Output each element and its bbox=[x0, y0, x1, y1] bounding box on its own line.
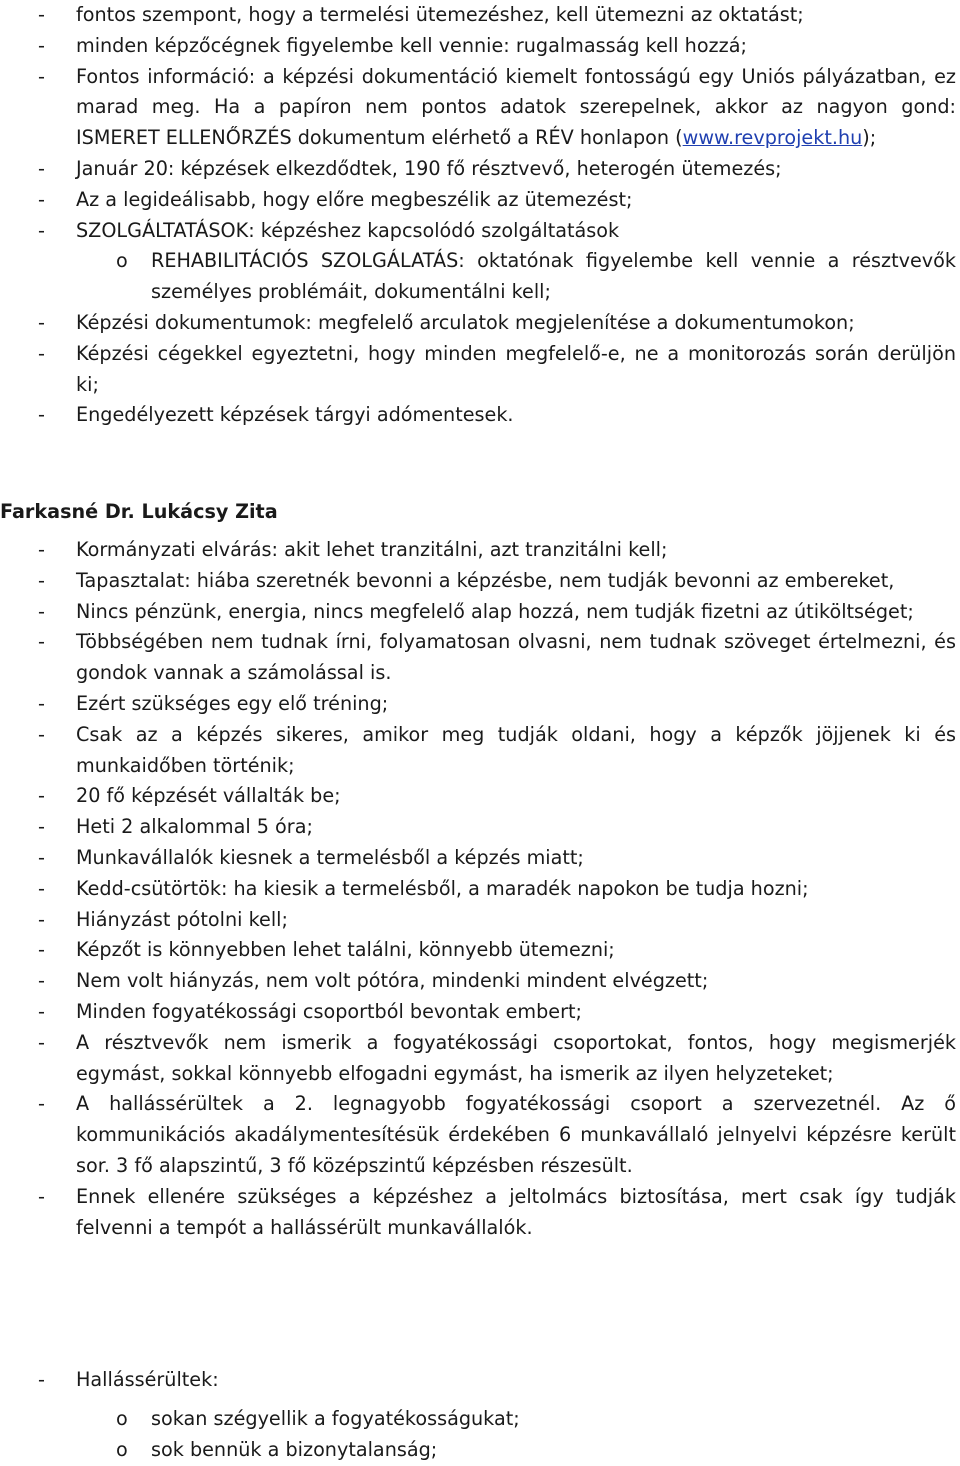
sub-list-item-text: sok bennük a bizonytalanság; bbox=[151, 1437, 438, 1461]
list-item bbox=[0, 62, 960, 154]
list-item bbox=[0, 535, 960, 566]
circle-bullet: o bbox=[116, 1437, 128, 1461]
list-item bbox=[0, 781, 960, 812]
dash-bullet: - bbox=[38, 3, 45, 26]
list-item bbox=[0, 1182, 960, 1244]
dash-bullet: - bbox=[38, 403, 45, 427]
list-item-text: Képzési dokumentumok: megfelelő arculatok megjelenítése a dokumentumokon; bbox=[76, 310, 855, 334]
list-item bbox=[0, 566, 960, 597]
list-item-text: Csak az a képzés sikeres, amikor meg tudják oldani, hogy a képzők jöjjenek ki és munkaidőben történik; bbox=[76, 722, 956, 777]
list-item bbox=[0, 627, 960, 689]
bullet-list-section-1 bbox=[0, 0, 960, 431]
list-item-text: 20 fő képzését vállalták be; bbox=[76, 784, 341, 808]
circle-bullet: o bbox=[116, 249, 128, 273]
list-item-text: Kormányzati elvárás: akit lehet tranzitálni, azt tranzitálni kell; bbox=[76, 538, 668, 561]
list-item-text: SZOLGÁLTATÁSOK: képzéshez kapcsolódó szolgáltatások bbox=[76, 218, 620, 242]
list-item bbox=[0, 31, 960, 62]
dash-bullet: - bbox=[38, 1092, 45, 1116]
list-item bbox=[0, 597, 960, 628]
list-item-text: Tapasztalat: hiába szeretnék bevonni a képzésbe, nem tudják bevonni az embereket, bbox=[76, 568, 895, 592]
dash-bullet: - bbox=[38, 845, 45, 869]
list-item bbox=[0, 185, 960, 216]
list-item bbox=[0, 966, 960, 997]
list-item-text: Heti 2 alkalommal 5 óra; bbox=[76, 815, 313, 839]
revprojekt-link[interactable]: www.revprojekt.hu bbox=[682, 126, 863, 150]
list-item bbox=[0, 154, 960, 185]
list-item-text: A hallássérültek a 2. legnagyobb fogyatékossági csoport a szervezetnél. Az ő kommunikációs akadálymentesítésük érdekében 6 munkavállaló jelnyelvi képzésre került sor. 3 fő alapszintű, 3 fő középszintű képzésben részesült. bbox=[76, 1092, 956, 1177]
list-item bbox=[0, 216, 960, 247]
circle-bullet: o bbox=[116, 1406, 128, 1430]
dash-bullet: - bbox=[38, 999, 45, 1023]
dash-bullet: - bbox=[38, 218, 45, 242]
sub-list-item bbox=[0, 1435, 960, 1466]
dash-bullet: - bbox=[38, 1184, 45, 1208]
list-item-text: Többségében nem tudnak írni, folyamatosan olvasni, nem tudnak szöveget értelmezni, és gondok vannak a számolással is. bbox=[76, 630, 956, 685]
dash-bullet: - bbox=[38, 691, 45, 715]
list-item bbox=[0, 689, 960, 720]
list-item bbox=[0, 997, 960, 1028]
list-item-text: minden képzőcégnek figyelembe kell vennie: rugalmasság kell hozzá; bbox=[76, 33, 747, 57]
list-item-text: Hallássérültek: bbox=[76, 1368, 219, 1391]
list-item bbox=[0, 843, 960, 874]
dash-bullet: - bbox=[38, 1368, 45, 1391]
list-item bbox=[0, 400, 960, 431]
list-item-text: Nincs pénzünk, energia, nincs megfelelő alap hozzá, nem tudják fizetni az útiköltséget; bbox=[76, 599, 914, 623]
dash-bullet: - bbox=[38, 938, 45, 962]
list-item-text: Munkavállalók kiesnek a termelésből a képzés miatt; bbox=[76, 845, 584, 869]
sub-list-item bbox=[0, 246, 960, 308]
dash-bullet: - bbox=[38, 33, 45, 57]
list-item-text: Nem volt hiányzás, nem volt pótóra, mindenki mindent elvégzett; bbox=[76, 969, 709, 993]
dash-bullet: - bbox=[38, 784, 45, 808]
list-item bbox=[0, 1089, 960, 1181]
dash-bullet: - bbox=[38, 876, 45, 900]
list-item bbox=[0, 905, 960, 936]
list-item bbox=[0, 935, 960, 966]
dash-bullet: - bbox=[38, 156, 45, 180]
dash-bullet: - bbox=[38, 568, 45, 592]
link-suffix-text: ); bbox=[862, 126, 877, 150]
list-item bbox=[0, 1365, 960, 1396]
list-item-text: Ezért szükséges egy elő tréning; bbox=[76, 691, 389, 715]
section-heading: Farkasné Dr. Lukácsy Zita bbox=[0, 500, 278, 523]
list-item bbox=[0, 339, 960, 401]
sub-list-item-text: REHABILITÁCIÓS SZOLGÁLATÁS: oktatónak figyelembe kell vennie a résztvevők személyes problémáit, dokumentálni kell; bbox=[151, 249, 956, 304]
dash-bullet: - bbox=[38, 187, 45, 211]
list-item-text: fontos szempont, hogy a termelési ütemezéshez, kell ütemezni az oktatást; bbox=[76, 3, 804, 26]
bullet-list-section-2 bbox=[0, 535, 960, 1243]
sub-list-item-text: sokan szégyellik a fogyatékosságukat; bbox=[151, 1406, 520, 1430]
dash-bullet: - bbox=[38, 722, 45, 746]
dash-bullet: - bbox=[38, 630, 45, 654]
dash-bullet: - bbox=[38, 310, 45, 334]
list-item-text: Képzési cégekkel egyeztetni, hogy minden megfelelő-e, ne a monitorozás során derüljön ki; bbox=[76, 341, 956, 396]
dash-bullet: - bbox=[38, 538, 45, 561]
dash-bullet: - bbox=[38, 1030, 45, 1054]
list-item-text: Minden fogyatékossági csoportból bevontak embert; bbox=[76, 999, 582, 1023]
list-item bbox=[0, 812, 960, 843]
bullet-list-section-3 bbox=[0, 1365, 960, 1465]
list-item bbox=[0, 720, 960, 782]
list-item-text: Kedd-csütörtök: ha kiesik a termelésből, a maradék napokon be tudja hozni; bbox=[76, 876, 809, 900]
list-item bbox=[0, 0, 960, 31]
list-item-text: Ennek ellenére szükséges a képzéshez a jeltolmács biztosítása, mert csak így tudják felvenni a tempót a hallássérült munkavállalók. bbox=[76, 1184, 956, 1239]
dash-bullet: - bbox=[38, 907, 45, 931]
sub-list-item bbox=[0, 1404, 960, 1435]
list-item bbox=[0, 1028, 960, 1090]
dash-bullet: - bbox=[38, 599, 45, 623]
dash-bullet: - bbox=[38, 815, 45, 839]
list-item-text: Január 20: képzések elkezdődtek, 190 fő résztvevő, heterogén ütemezés; bbox=[76, 156, 782, 180]
list-item-text: Fontos információ: a képzési dokumentáció kiemelt fontosságú egy Uniós pályázatban, ez marad meg. Ha a papíron nem pontos adatok szerepelnek, akkor az nagyon gond: ISMERET ELLENŐRZÉS dokumentum elérhető a RÉV honlapon ( bbox=[76, 64, 956, 150]
list-item-text: Hiányzást pótolni kell; bbox=[76, 907, 288, 931]
list-item-text: Az a legideálisabb, hogy előre megbeszélik az ütemezést; bbox=[76, 187, 633, 211]
dash-bullet: - bbox=[38, 969, 45, 993]
list-item-text: Engedélyezett képzések tárgyi adómentesek. bbox=[76, 403, 514, 427]
list-item bbox=[0, 308, 960, 339]
list-item-text: A résztvevők nem ismerik a fogyatékossági csoportokat, fontos, hogy megismerjék egymást, sokkal könnyebb elfogadni egymást, ha ismerik az ilyen helyzeteket; bbox=[76, 1030, 956, 1085]
list-item-text: Képzőt is könnyebben lehet találni, könnyebb ütemezni; bbox=[76, 938, 615, 962]
dash-bullet: - bbox=[38, 341, 45, 365]
dash-bullet: - bbox=[38, 64, 45, 88]
list-item bbox=[0, 874, 960, 905]
